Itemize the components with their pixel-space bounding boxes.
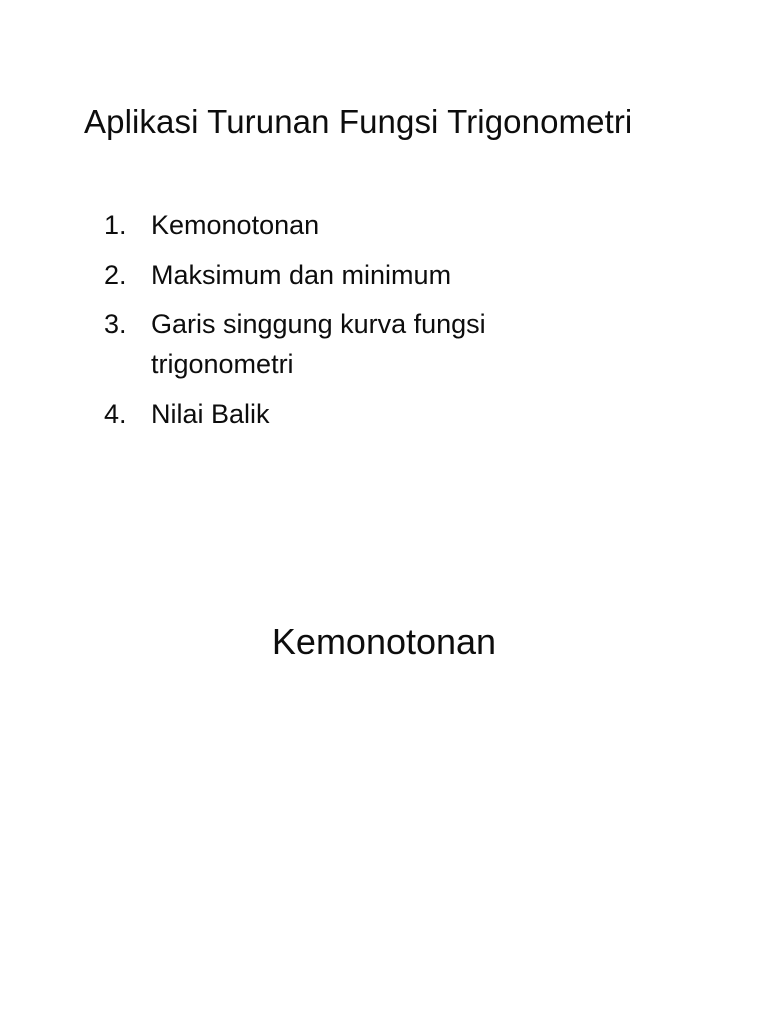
list-item-marker: 4. [104,398,127,429]
list-item-label: Maksimum dan minimum [151,259,452,290]
topic-list [104,206,574,434]
list-item-label: Garis singgung kurva fungsi trigonometri [151,309,486,380]
list-item [104,206,574,246]
list-item-label: Kemonotonan [151,210,320,240]
list-item-marker: 1. [104,210,127,240]
section-heading: Kemonotonan [271,621,497,662]
page-title: Aplikasi Turunan Fungsi Trigonometri [84,103,633,140]
list-item [104,305,574,384]
list-item-marker: 2. [104,259,127,290]
list-item [104,395,574,435]
list-item [104,256,574,296]
list-item-marker: 3. [104,309,127,340]
list-item-label: Nilai Balik [151,398,270,429]
